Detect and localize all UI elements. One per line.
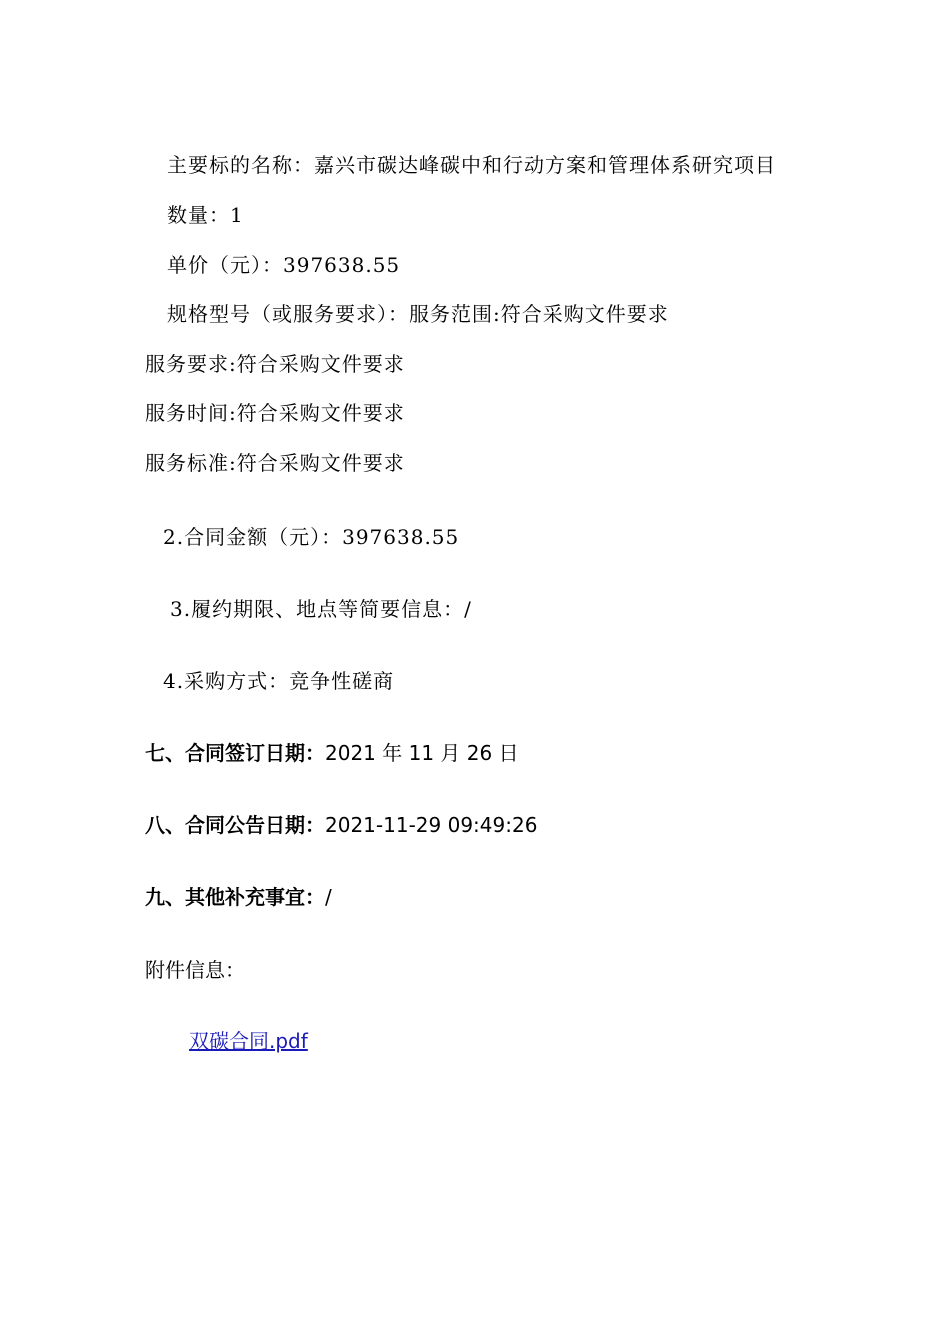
service-requirement-line: 服务要求:符合采购文件要求 xyxy=(145,352,405,376)
other-matters-line xyxy=(145,884,332,910)
announce-date-value: 2021-11-29 09:49:26 xyxy=(325,813,538,837)
procurement-method-value: 竞争性磋商 xyxy=(289,669,395,693)
quantity-label: 数量： xyxy=(167,203,230,227)
quantity-value: 1 xyxy=(230,203,244,227)
item-name-value: 嘉兴市碳达峰碳中和行动方案和管理体系研究项目 xyxy=(314,153,776,177)
item-name-line xyxy=(167,152,776,178)
other-matters-label: 九、其他补充事宜： xyxy=(145,885,325,909)
other-matters-value: / xyxy=(325,885,332,909)
unit-price-line xyxy=(167,252,400,278)
sign-date-line xyxy=(145,740,519,766)
performance-period-value: / xyxy=(464,597,472,621)
item-name-label: 主要标的名称： xyxy=(167,153,314,177)
contract-amount-line xyxy=(163,524,459,550)
attachment-link-contract-pdf[interactable]: 双碳合同.pdf xyxy=(189,1029,308,1053)
service-time-line: 服务时间:符合采购文件要求 xyxy=(145,401,405,425)
procurement-method-line xyxy=(163,668,394,694)
performance-period-line xyxy=(170,596,472,622)
attachment-list xyxy=(189,1028,308,1054)
attachments-title: 附件信息： xyxy=(145,958,245,982)
performance-period-label: 3.履约期限、地点等简要信息： xyxy=(170,597,465,621)
spec-value: 服务范围:符合采购文件要求 xyxy=(409,302,669,326)
quantity-line xyxy=(167,202,244,228)
spec-label: 规格型号（或服务要求）： xyxy=(167,302,409,326)
contract-amount-label: 2.合同金额（元）： xyxy=(163,525,343,549)
procurement-method-label: 4.采购方式： xyxy=(163,669,290,693)
contract-amount-value: 397638.55 xyxy=(342,525,460,549)
service-standard-line: 服务标准:符合采购文件要求 xyxy=(145,451,405,475)
announce-date-line xyxy=(145,812,537,838)
unit-price-value: 397638.55 xyxy=(283,253,401,277)
spec-line xyxy=(167,301,669,327)
sign-date-value: 2021 年 11 月 26 日 xyxy=(325,741,519,765)
announce-date-label: 八、合同公告日期： xyxy=(145,813,325,837)
sign-date-label: 七、合同签订日期： xyxy=(145,741,325,765)
unit-price-label: 单价（元）： xyxy=(167,253,283,277)
